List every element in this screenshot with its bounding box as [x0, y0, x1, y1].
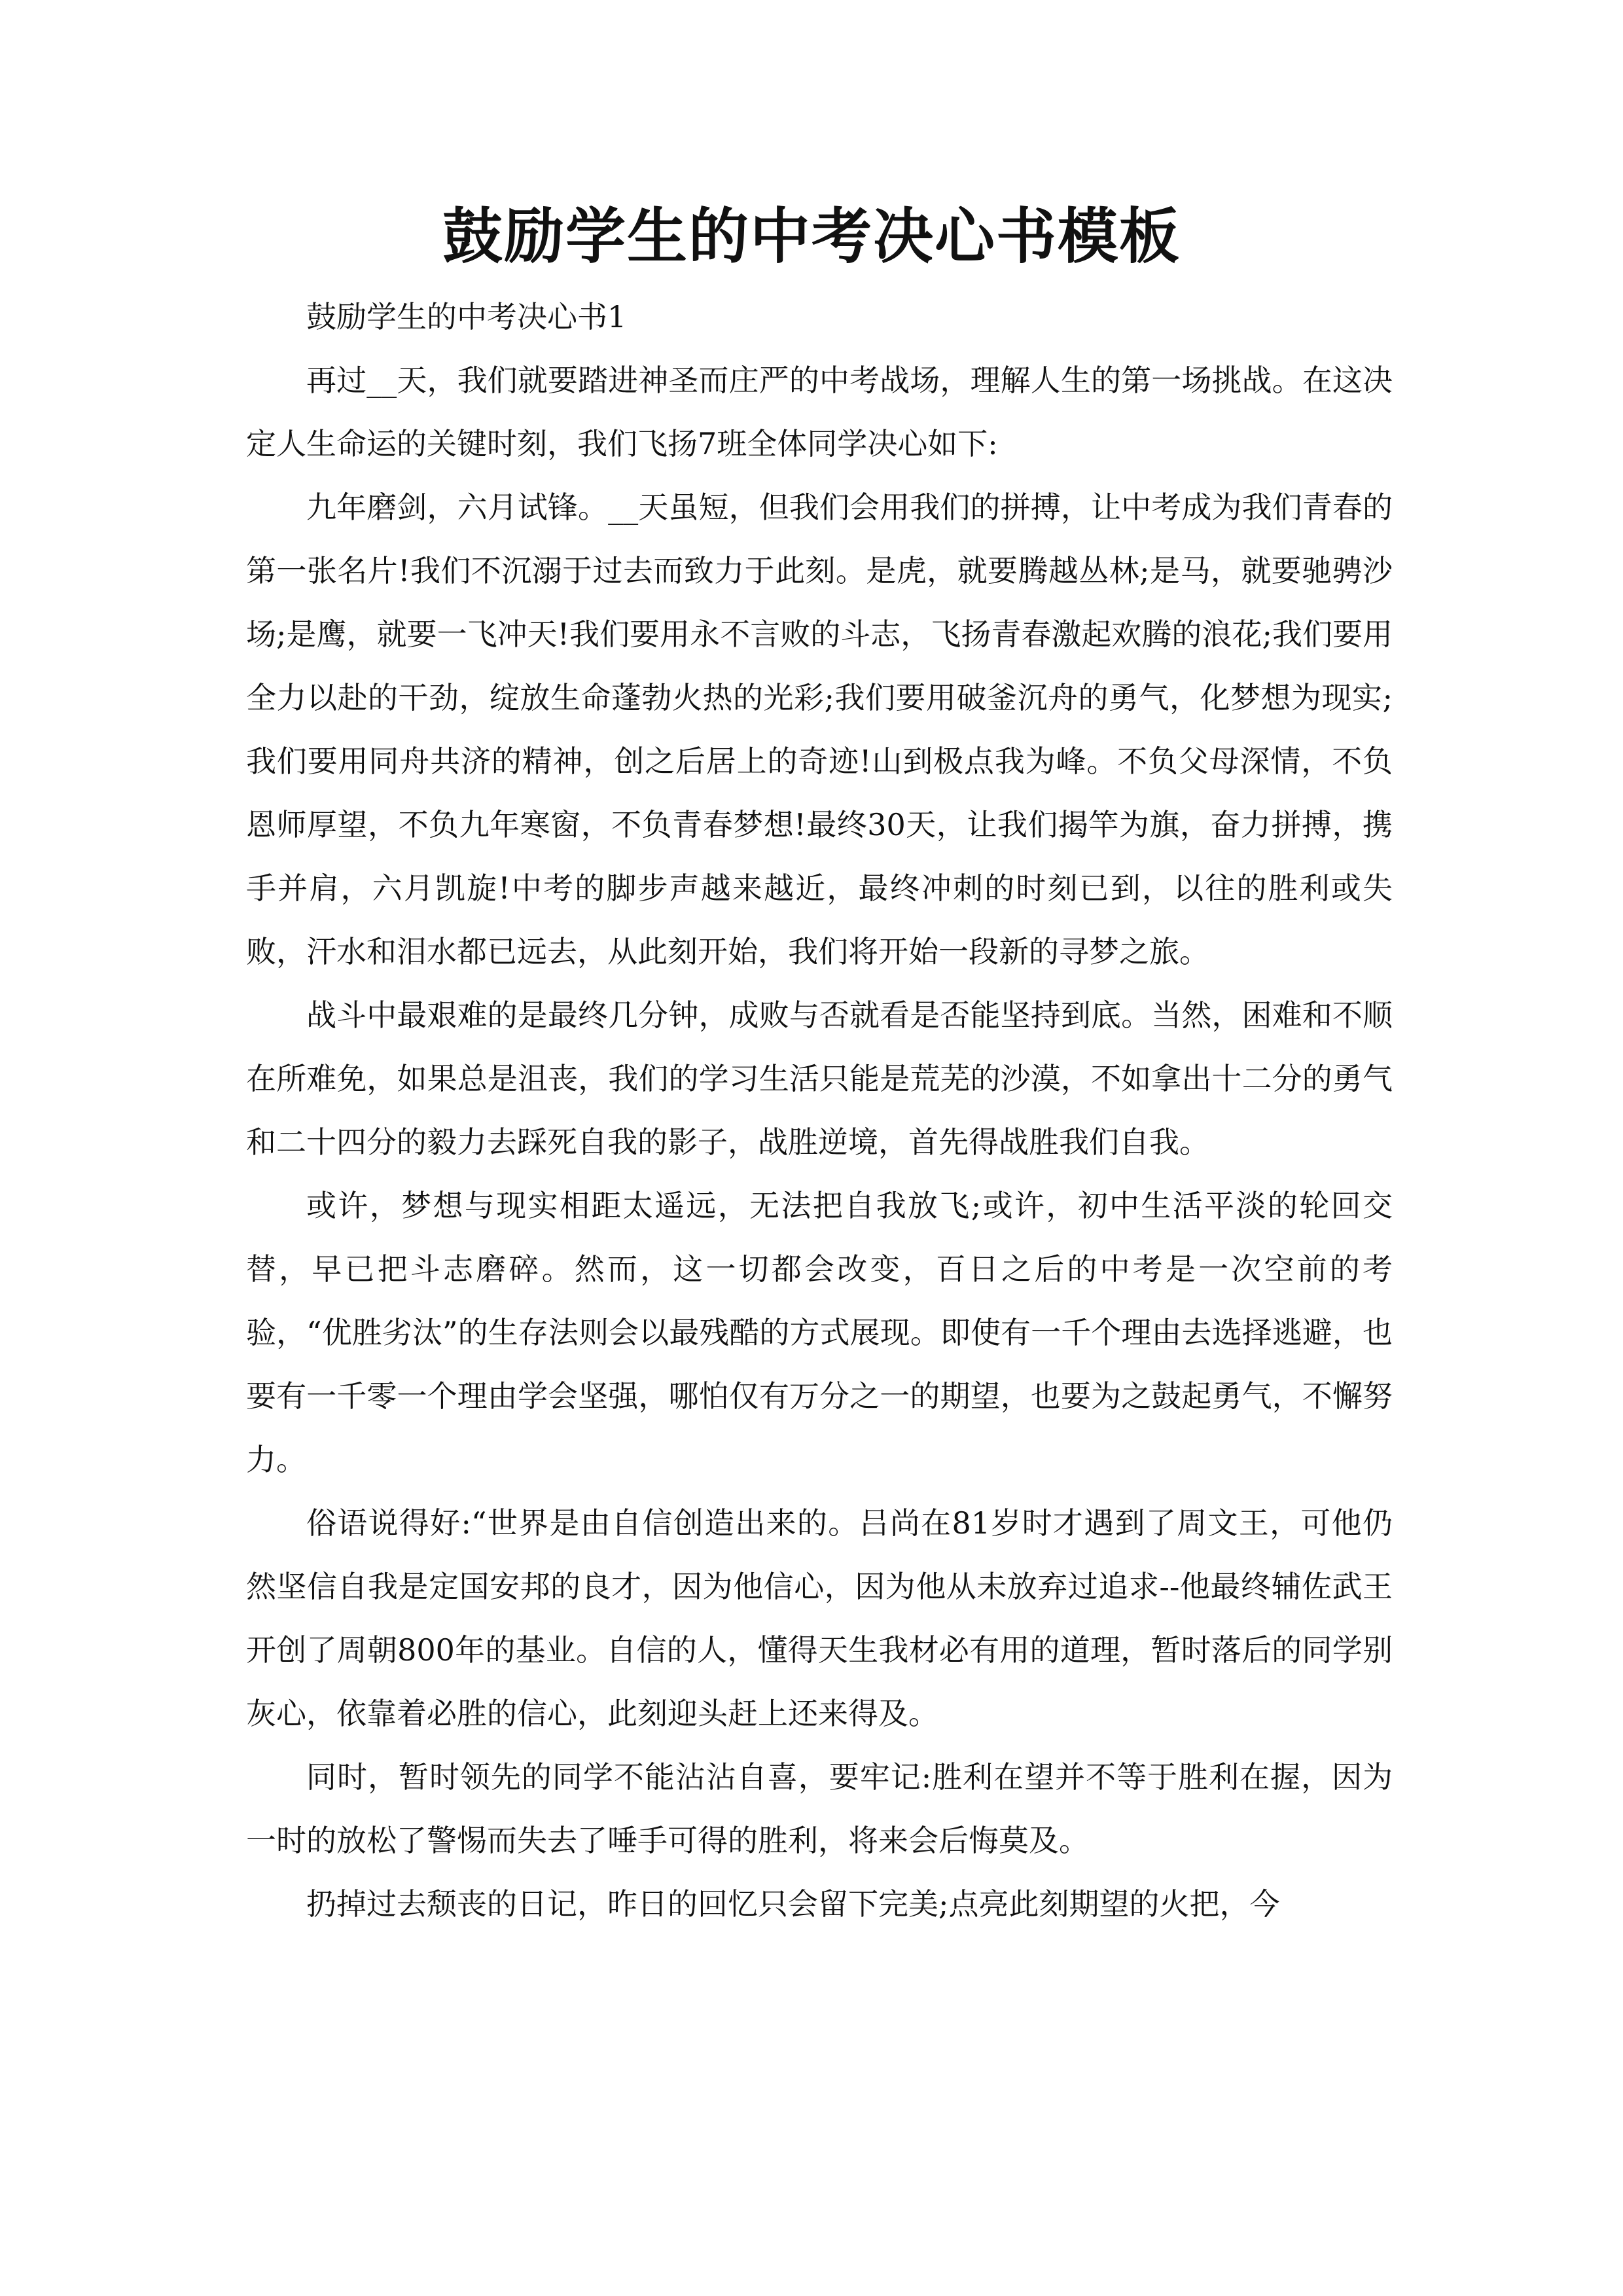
subheading: 鼓励学生的中考决心书1	[306, 299, 627, 334]
paragraph-6: 同时，暂时领先的同学不能沾沾自喜，要牢记:胜利在望并不等于胜利在握，因为一时的放松了警惕而失去了唾手可得的胜利，将来会后悔莫及。	[246, 1759, 1393, 1858]
paragraph-7: 扔掉过去颓丧的日记，昨日的回忆只会留下完美;点亮此刻期望的火把，今	[306, 1886, 1280, 1922]
paragraph-1: 再过__天，我们就要踏进神圣而庄严的中考战场，理解人生的第一场挑战。在这决定人生命运的关键时刻，我们飞扬7班全体同学决心如下:	[246, 363, 1393, 461]
paragraph-2: 九年磨剑，六月试锋。__天虽短，但我们会用我们的拼搏，让中考成为我们青春的第一张名片!我们不沉溺于过去而致力于此刻。是虎，就要腾越丛林;是马，就要驰骋沙场;是鹰，就要一飞冲天!我们要用永不言败的斗志，飞扬青春激起欢腾的浪花;我们要用全力以赴的干劲，绽放生命蓬勃火热的光彩;我们要用破釜沉舟的勇气，化梦想为现实;我们要用同舟共济的精神，创之后居上的奇迹!山到极点我为峰。不负父母深情，不负恩师厚望，不负九年寒窗，不负青春梦想!最终30天，让我们揭竿为旗，奋力拼搏，携手并肩，六月凯旋!中考的脚步声越来越近，最终冲刺的时刻已到，以往的胜利或失败，汗水和泪水都已远去，从此刻开始，我们将开始一段新的寻梦之旅。	[246, 490, 1393, 969]
document-title: 鼓励学生的中考决心书模板	[442, 201, 1181, 272]
paragraph-3: 战斗中最艰难的是最终几分钟，成败与否就看是否能坚持到底。当然，困难和不顺在所难免，如果总是沮丧，我们的学习生活只能是荒芜的沙漠，不如拿出十二分的勇气和二十四分的毅力去踩死自我的影子，战胜逆境，首先得战胜我们自我。	[246, 997, 1393, 1160]
paragraph-5: 俗语说得好:“世界是由自信创造出来的。吕尚在81岁时才遇到了周文王，可他仍然坚信自我是定国安邦的良才，因为他信心，因为他从未放弃过追求--他最终辅佐武王开创了周朝800年的基业。自信的人，懂得天生我材必有用的道理，暂时落后的同学别灰心，依靠着必胜的信心，此刻迎头赶上还来得及。	[246, 1505, 1393, 1731]
paragraph-4: 或许，梦想与现实相距太遥远，无法把自我放飞;或许，初中生活平淡的轮回交替，早已把斗志磨碎。然而，这一切都会改变，百日之后的中考是一次空前的考验，“优胜劣汰”的生存法则会以最残酷的方式展现。即使有一千个理由去选择逃避，也要有一千零一个理由学会坚强，哪怕仅有万分之一的期望，也要为之鼓起勇气，不懈努力。	[246, 1188, 1393, 1477]
document-body	[246, 285, 1393, 1936]
